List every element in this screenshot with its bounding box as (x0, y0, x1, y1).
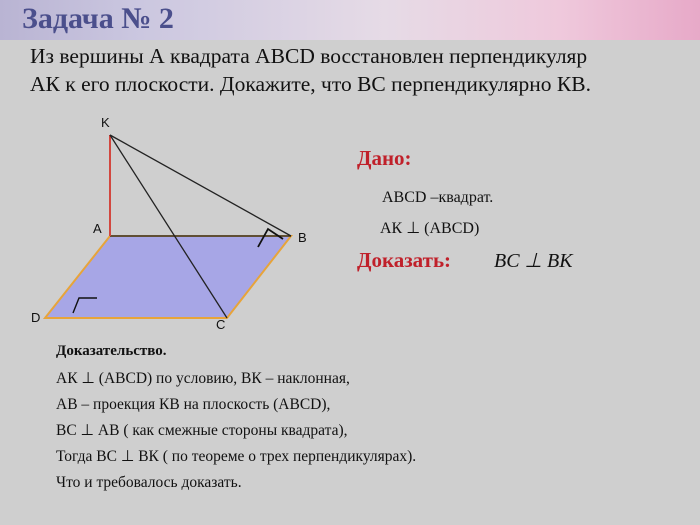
prove-heading: Доказать: (357, 248, 452, 272)
proof-line: АК ⊥ (ABCD) по условию, ВК – наклонная, (56, 370, 350, 387)
label-a: A (93, 221, 102, 236)
label-b: B (298, 230, 307, 245)
proof-line: Что и требовалось доказать. (56, 474, 242, 491)
slide-title: Задача № 2 (22, 2, 174, 35)
prove-statement: BC ⊥ BK (494, 250, 573, 272)
given-line-2: АК ⊥ (ABCD) (380, 220, 480, 237)
given-heading: Дано: (357, 146, 412, 170)
line-kb (110, 135, 291, 236)
proof-heading: Доказательство. (56, 343, 167, 359)
statement-line-2: АК к его плоскости. Докажите, что ВС перпендикулярно КВ. (30, 72, 591, 96)
proof-line: АВ – проекция КВ на плоскость (ABCD), (56, 396, 331, 413)
proof-line: Тогда ВС ⊥ ВК ( по теореме о трех перпендикулярах). (56, 448, 417, 465)
proof-line: ВС ⊥ АВ ( как смежные стороны квадрата), (56, 422, 348, 439)
proof-block (56, 343, 416, 496)
plane-abcd (45, 236, 291, 318)
given-line-1: ABCD –квадрат. (382, 189, 494, 206)
label-d: D (31, 310, 41, 325)
statement-line-1: Из вершины А квадрата ABCD восстановлен перпендикуляр (30, 44, 588, 68)
label-k: K (101, 115, 110, 130)
label-c: C (216, 317, 226, 332)
